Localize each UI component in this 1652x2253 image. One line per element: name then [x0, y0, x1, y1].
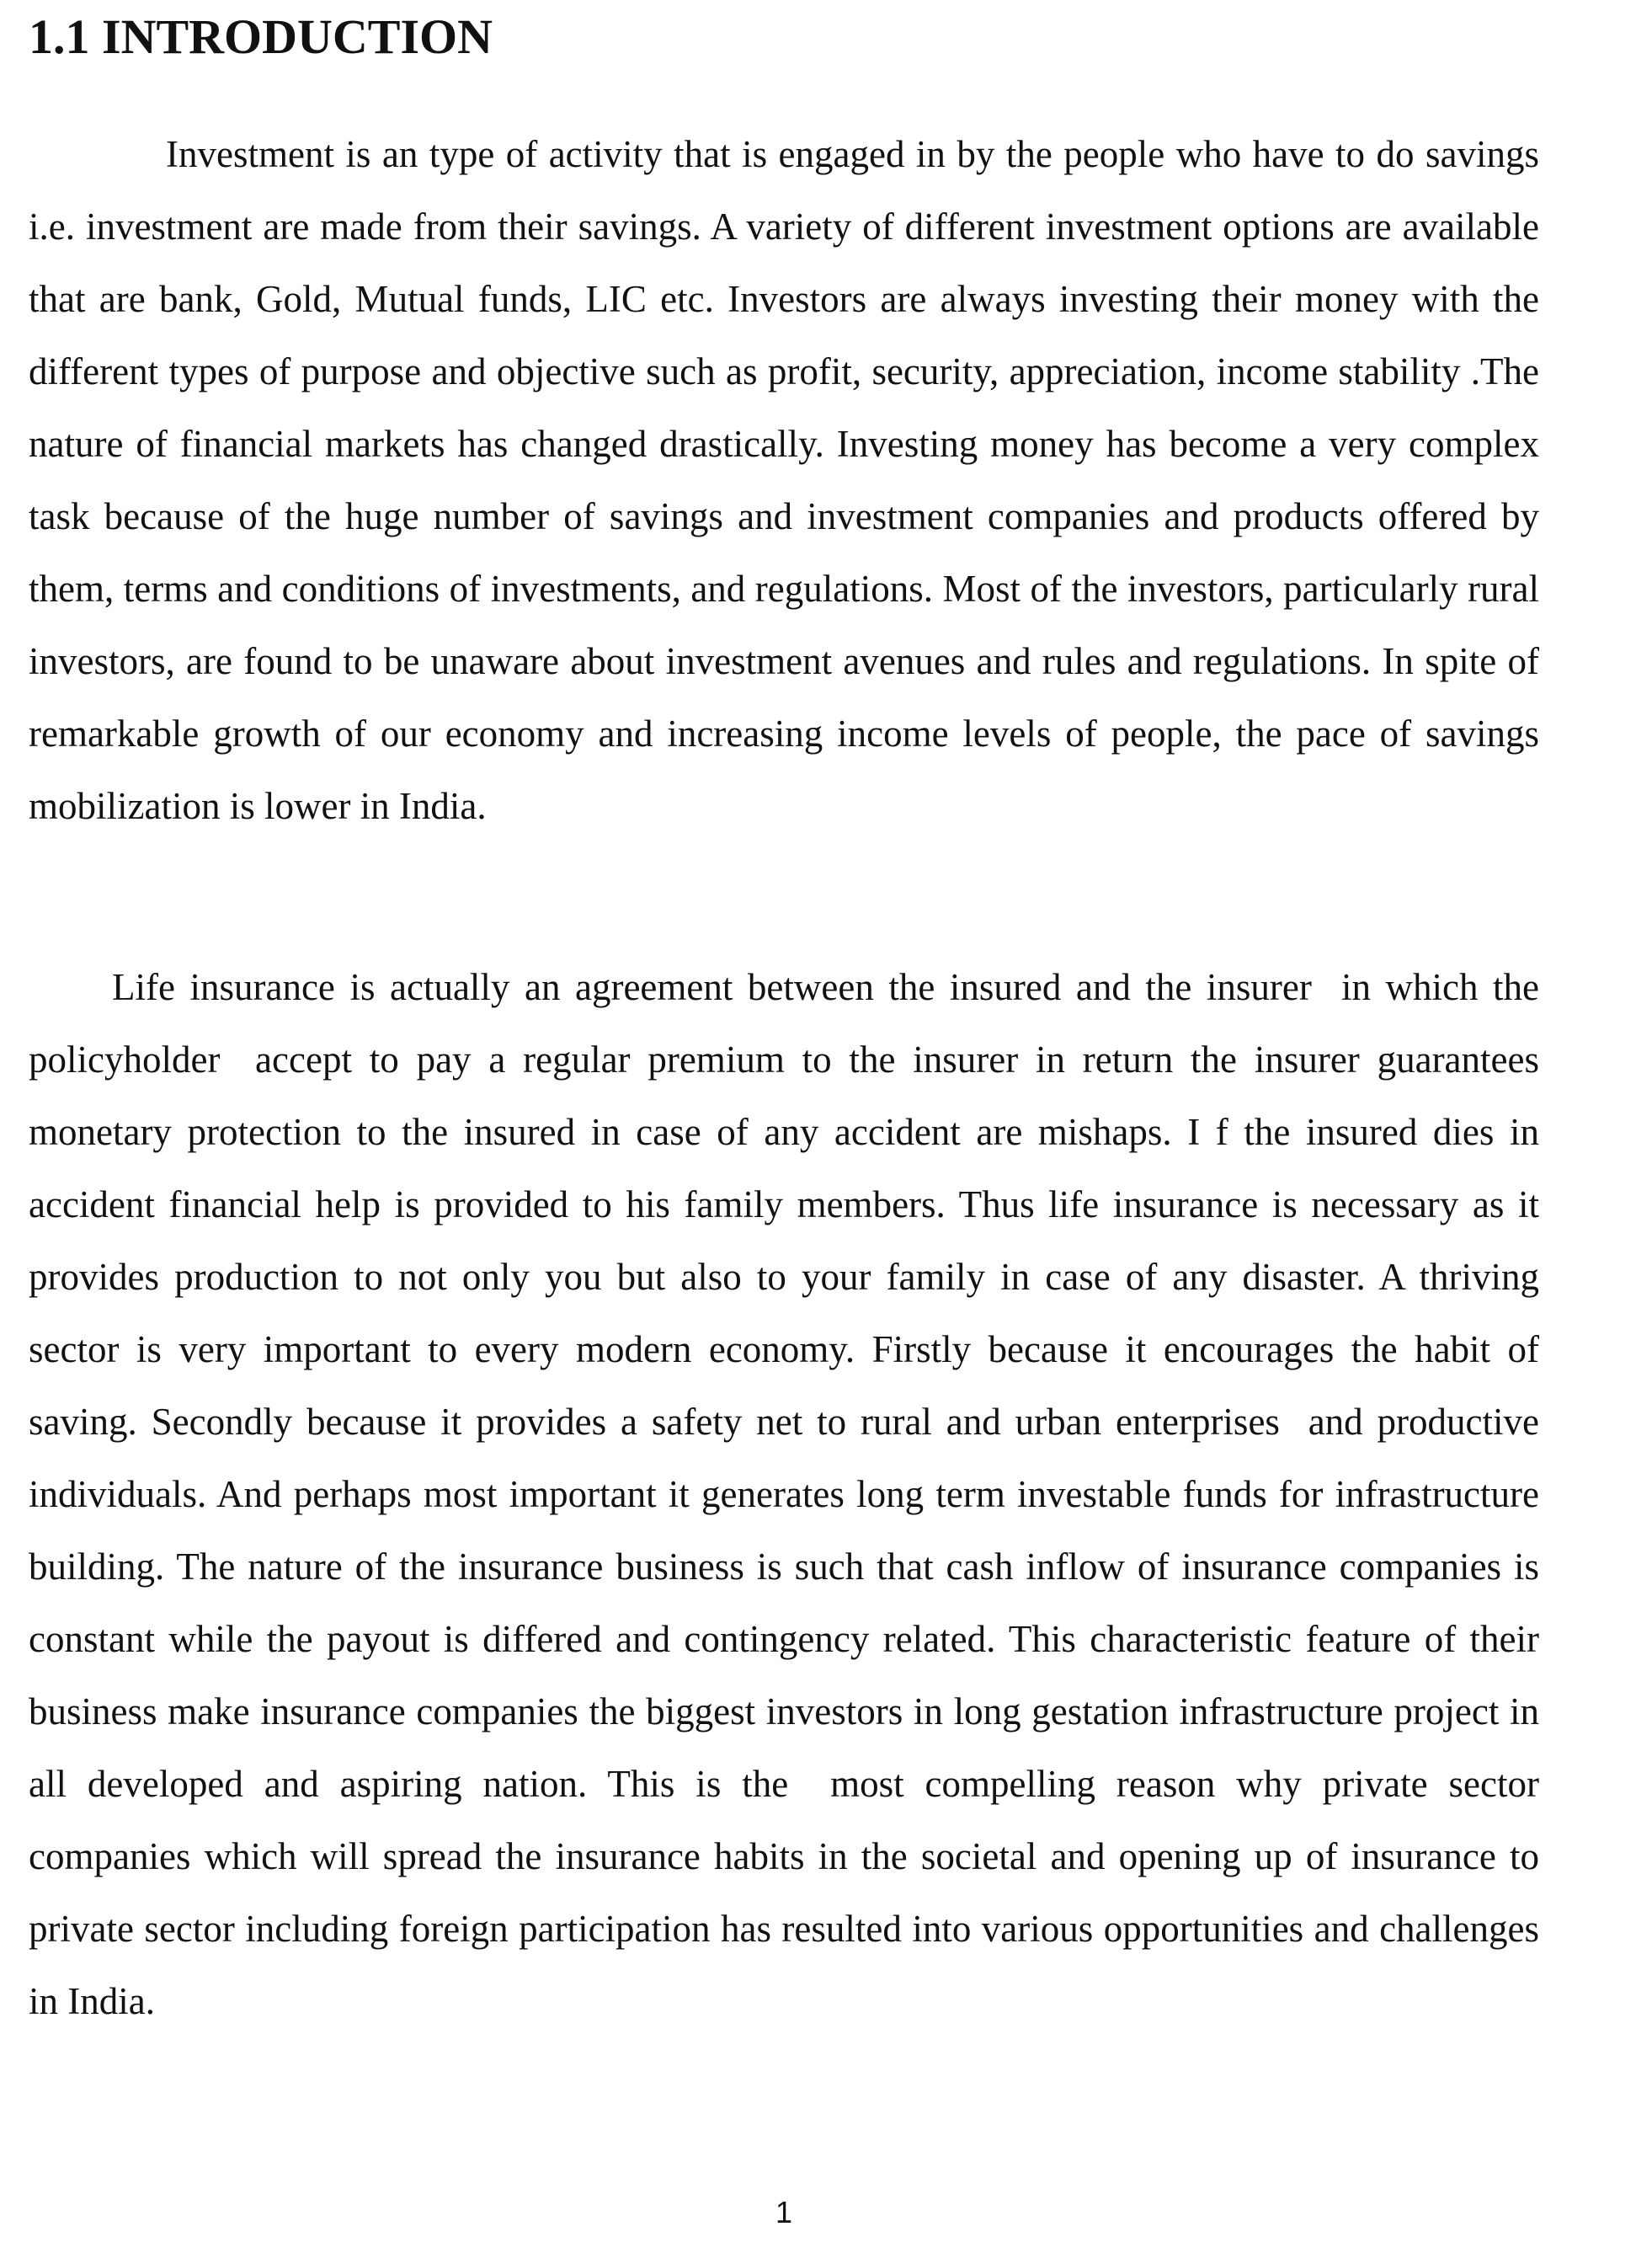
paragraph-life-insurance: Life insurance is actually an agreement between the insured and the insurer in which the policyholder accept to pay a regular premium to the insurer in return the insurer guarantees monetary protection to the insured in case of any accident are mishaps. I f the insured dies in accident financial help is provided to his family members. Thus life insurance is necessary as it provides production to not only you but also to your family in case of any disaster. A thriving sector is very important to every modern economy. Firstly because it encourages the habit of saving. Secondly because it provides a safety net to rural and urban enterprises and productive individuals. And perhaps most important it generates long term investable funds for infrastructure building. The nature of the insurance business is such that cash inflow of insurance companies is constant while the payout is differed and contingency related. This characteristic feature of their business make insurance companies the biggest investors in long gestation infrastructure project in all developed and aspiring nation. This is the most compelling reason why private sector companies which will spread the insurance habits in the societal and opening up of insurance to private sector including foreign participation has resulted into various opportunities and challenges in India. [29, 966, 1549, 2022]
paragraph-investment: Investment is an type of activity that is engaged in by the people who have to do savings i.e. investment are made from their savings. A variety of different investment options are available that are bank, Gold, Mutual funds, LIC etc. Investors are always investing their money with the different types of purpose and objective such as profit, security, appreciation, income stability .The nature of financial markets has changed drastically. Investing money has become a very complex task because of the huge number of savings and investment companies and products offered by them, terms and conditions of investments, and regulations. Most of the investors, particularly rural investors, are found to be unaware about investment avenues and rules and regulations. In spite of remarkable growth of our economy and increasing income levels of people, the pace of savings mobilization is lower in India. [29, 133, 1549, 827]
section-heading: 1.1 INTRODUCTION [29, 9, 493, 64]
page-number: 1 [775, 2195, 793, 2229]
